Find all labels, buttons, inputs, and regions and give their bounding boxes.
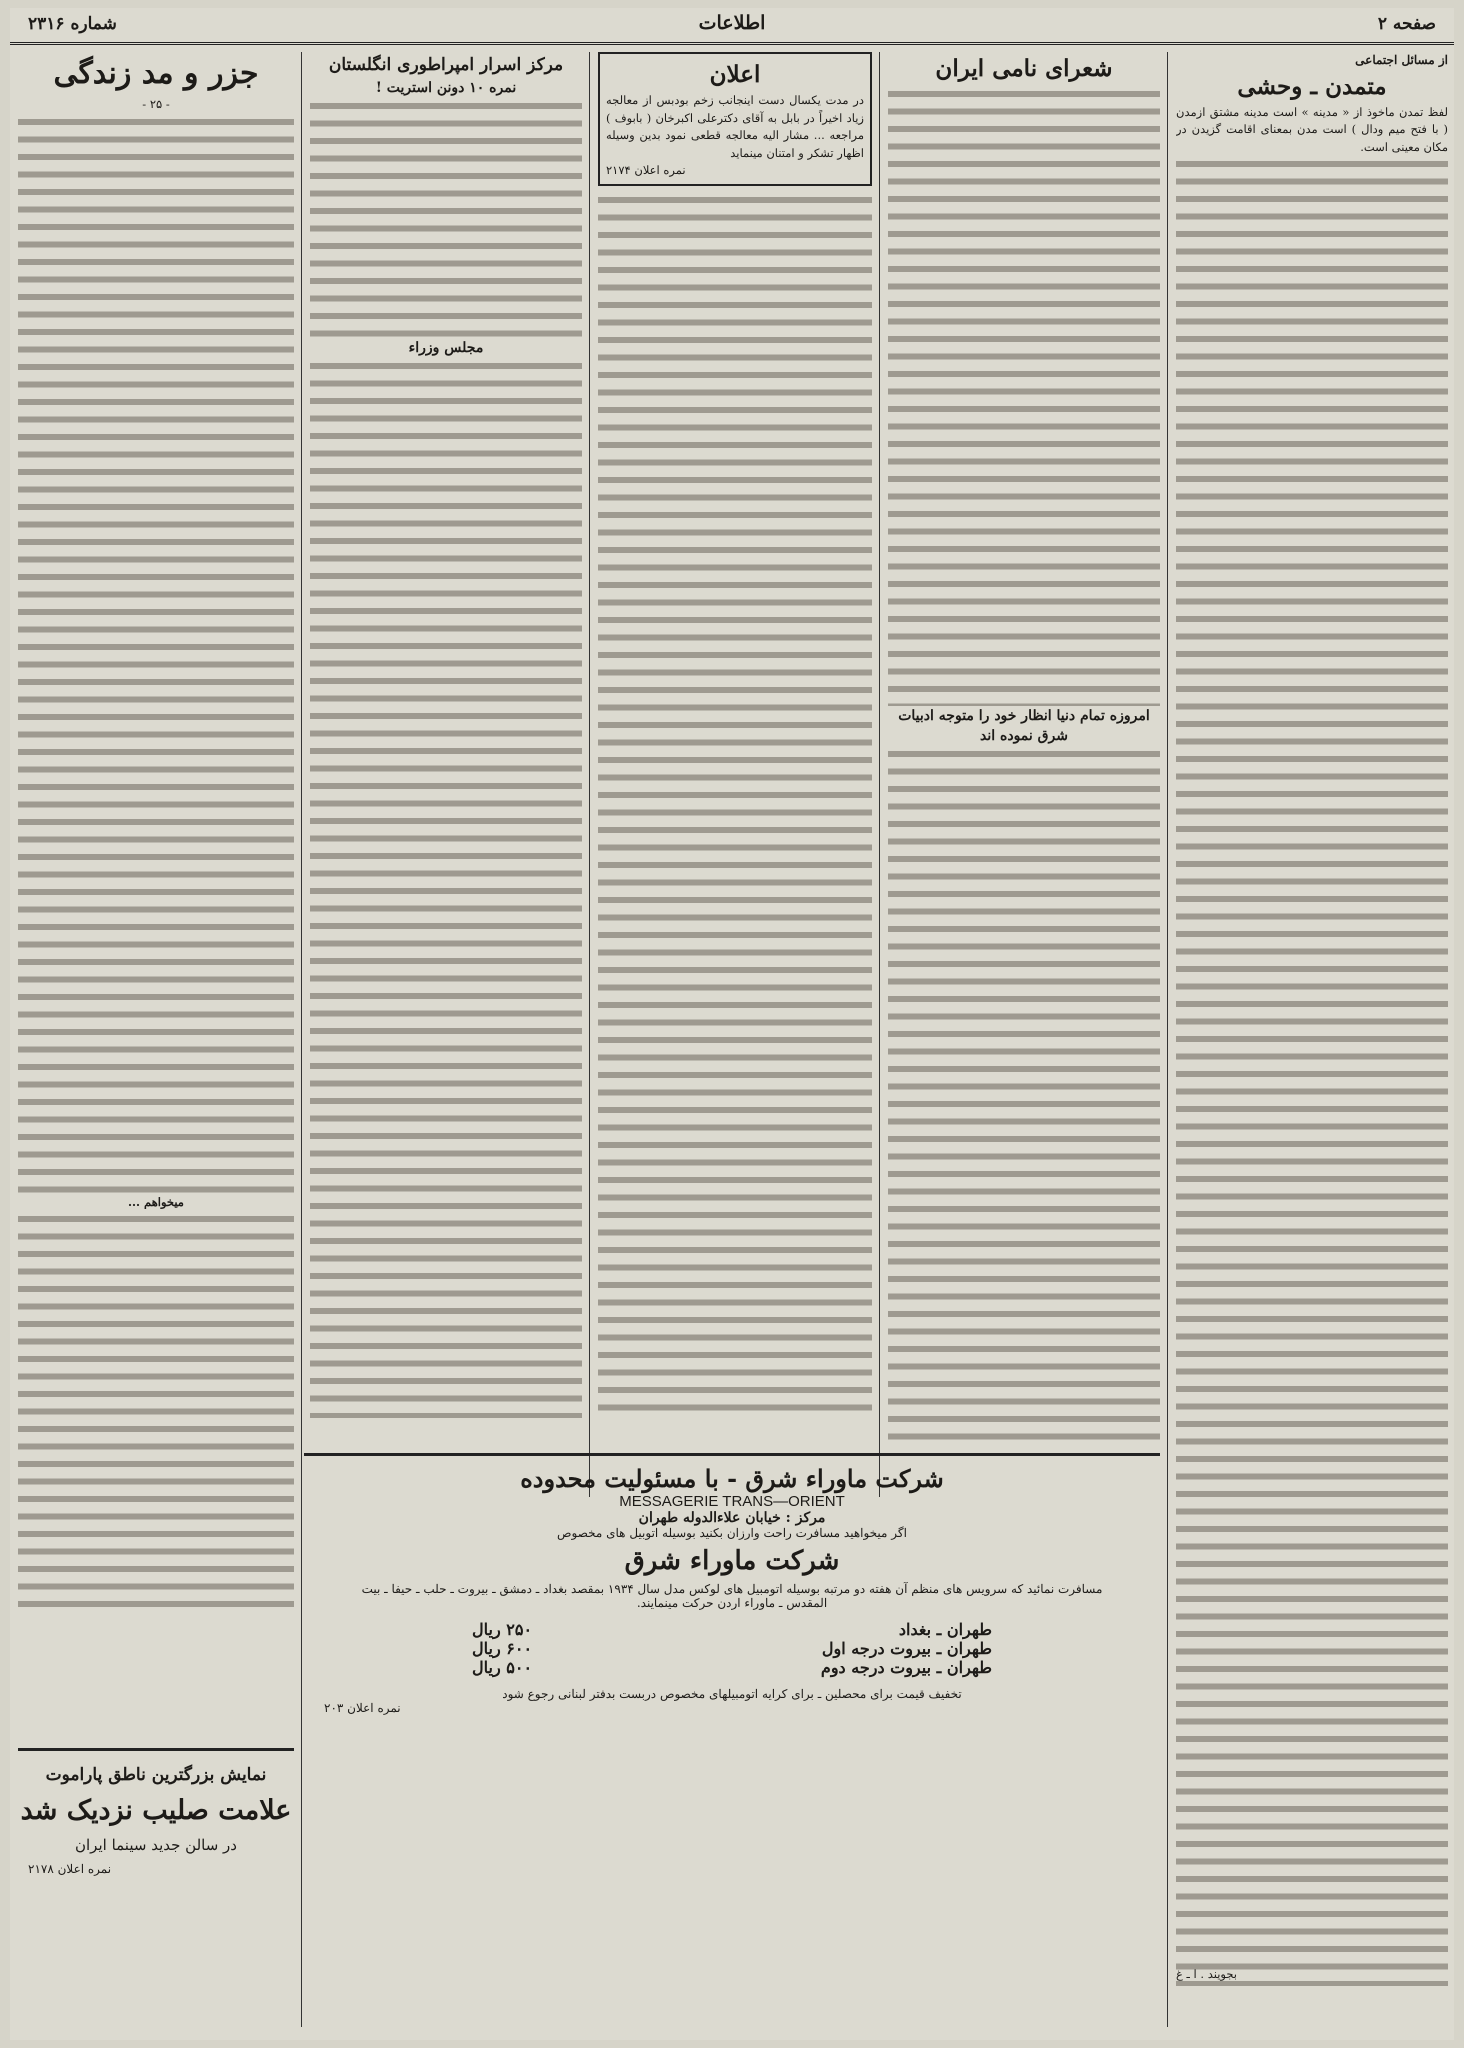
column-rule	[1167, 52, 1168, 2027]
article-body-texture	[1176, 156, 1448, 1986]
notice-body: در مدت یکسال دست اینجانب زخم بودبس از معالجه زیاد اخیراً در بابل به آقای دکترعلی اکبرخان ( بابوف ) مراجعه ... مشار الیه معالجه قطعی نمود بدین وسیله اظهار تشکر و امتنان مینماید	[606, 93, 864, 160]
cinema-venue: در سالن جدید سینما ایران	[75, 1836, 237, 1854]
fare-price: ۵۰۰ ریال	[472, 1658, 533, 1677]
column-rule	[589, 52, 590, 1497]
article-body-texture	[888, 86, 1160, 706]
article-ebb-flow-of-life	[18, 52, 294, 1740]
fare-route: طهران ـ بیروت درجه دوم	[820, 1658, 992, 1677]
company-name-repeat: شرکت ماوراء شرق	[624, 1546, 840, 1576]
article-body-texture	[888, 746, 1160, 1440]
article-title: جزر و مد زندگی	[53, 56, 259, 91]
section-kicker: از مسائل اجتماعی	[1355, 53, 1448, 67]
article-lead: لفظ تمدن ماخوذ از « مدینه » است مدینه مشتق ازمدن ( با فتح میم ودال ) است مدن بمعنای اقامت گزیدن در مکان معینی است.	[1176, 104, 1448, 154]
ad-ref: نمره اعلان ۲۰۳	[324, 1701, 401, 1715]
fare-row	[472, 1658, 992, 1677]
paper-name: اطلاعات	[698, 12, 766, 34]
company-address: مرکز : خیابان علاءالدوله طهران	[638, 1510, 826, 1526]
notice-and-poets-continued	[598, 52, 872, 1440]
emphasis-word: میخواهم ...	[128, 1194, 184, 1209]
article-uk-secrets	[310, 52, 582, 1440]
installment-number: - ۲۵ -	[142, 97, 170, 111]
article-body-texture	[310, 358, 582, 1418]
article-subhead: امروزه تمام دنیا انظار خود را متوجه ادبیات شرق نموده اند	[898, 708, 1150, 744]
article-famous-poets	[888, 52, 1160, 1440]
ad-trans-orient	[304, 1453, 1160, 2046]
fare-route: طهران ـ بغداد	[898, 1620, 992, 1639]
article-body-texture	[310, 98, 582, 338]
fare-price: ۶۰۰ ریال	[472, 1639, 533, 1658]
fare-price: ۲۵۰ ریال	[472, 1620, 533, 1639]
ad-note: تخفیف قیمت برای محصلین ـ برای کرایه اتومبیلهای مخصوص دربست بدفتر لبنانی رجوع شود	[502, 1687, 962, 1701]
masthead	[10, 8, 1454, 45]
article-subhead: نمره ۱۰ دونن استریت !	[375, 80, 517, 96]
cinema-ref: نمره اعلان ۲۱۷۸	[28, 1862, 112, 1876]
notice-box	[598, 52, 872, 186]
notice-ref: نمره اعلان ۲۱۷۴	[606, 163, 686, 177]
article-subhead-cabinet: مجلس وزراء	[408, 340, 484, 356]
fare-row	[472, 1620, 992, 1639]
article-title: مرکز اسرار امپراطوری انگلستان	[328, 55, 564, 75]
cinema-film-title: علامت صلیب نزدیک شد	[20, 1795, 292, 1826]
article-civilized-savage	[1176, 52, 1448, 2026]
cinema-line1: نمایش بزرگترین ناطق پاراموت	[45, 1765, 267, 1785]
newspaper-page	[10, 8, 1454, 2040]
article-title: شعرای نامی ایران	[935, 55, 1113, 82]
issue-number: شماره ۲۳۱۶	[28, 14, 117, 34]
article-body-texture	[18, 1211, 294, 1611]
company-latin-name: MESSAGERIE TRANS—ORIENT	[619, 1493, 845, 1510]
article-title: متمدن ـ وحشی	[1237, 72, 1387, 100]
column-rule	[879, 52, 880, 1497]
column-rule	[301, 52, 302, 2027]
ad-tagline: اگر میخواهید مسافرت راحت وارزان بکنید بوسیله اتوبیل های مخصوص	[557, 1526, 907, 1540]
fare-row	[472, 1639, 992, 1658]
article-body-texture	[598, 192, 872, 1412]
notice-title: اعلان	[709, 61, 761, 88]
article-signature: بجویند . ا ـ غ	[1176, 1967, 1237, 1981]
fares-table	[472, 1620, 992, 1677]
ad-cinema-iran	[18, 1748, 294, 2041]
company-name: شرکت ماوراء شرق - با مسئولیت محدوده	[520, 1464, 944, 1493]
article-body-texture	[18, 114, 294, 1194]
routes-intro: مسافرت نمائید که سرویس های منظم آن هفته دو مرتبه بوسیله اتومبیل های لوکس مدل سال ۱۹۳۴ بمقصد بغداد ـ دمشق ـ بیروت ـ حلب ـ حیفا ـ بیت المقدس ـ ماوراء اردن حرکت مینمایند.	[361, 1582, 1103, 1610]
fare-route: طهران ـ بیروت درجه اول	[821, 1639, 992, 1658]
page-number: صفحه ۲	[1377, 14, 1436, 34]
